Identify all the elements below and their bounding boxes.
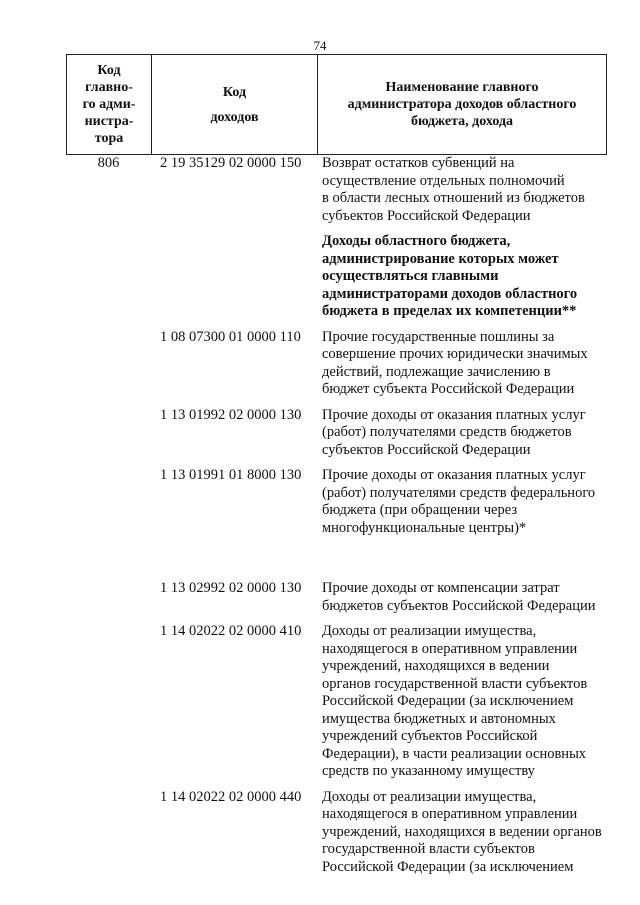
income-code-cell: 1 13 02992 02 0000 130: [160, 580, 302, 596]
header-income-code: [152, 55, 318, 154]
table-row: [66, 467, 607, 537]
income-name-line: Доходы от реализации имущества,: [322, 788, 537, 805]
income-name-line: в области лесных отношений из бюджетов: [322, 190, 585, 206]
income-name-line: учреждений, находящихся в ведении: [322, 658, 550, 674]
income-name-cell: [322, 623, 606, 781]
header-name: [318, 55, 606, 154]
income-name-line: Доходы областного бюджета,: [322, 233, 511, 249]
table-row: [66, 155, 607, 225]
income-name-line: многофункциональные центры)*: [322, 519, 527, 536]
header-name-line: Наименование главного: [385, 80, 539, 95]
income-name-cell: [322, 407, 606, 460]
header-income-code-line: доходов: [210, 109, 259, 125]
income-code-cell: 2 19 35129 02 0000 150: [160, 155, 302, 171]
income-name-line: (работ) получателями средств федерального: [322, 484, 596, 501]
income-name-line: государственной власти субъектов: [322, 841, 535, 857]
income-name-line: имущества бюджетных и автономных: [322, 710, 556, 727]
table-header: [66, 54, 607, 155]
admin-code-cell: 806: [97, 155, 120, 171]
income-name-line: осуществляться главными: [322, 268, 499, 284]
header-admin-line: главно-: [85, 80, 133, 95]
income-name-line: бюджет субъекта Российской Федерации: [322, 381, 575, 397]
table-row: [66, 623, 607, 781]
header-admin-code: [67, 55, 152, 154]
income-name-line: Прочие государственные пошлины за: [322, 328, 555, 345]
income-name-cell: [322, 233, 606, 321]
income-name-line: действий, подлежащие зачислению в: [322, 363, 551, 380]
income-name-line: администраторами доходов областного: [322, 285, 578, 302]
table-body: [66, 155, 607, 884]
income-name-line: бюджета (при обращении через: [322, 502, 518, 518]
table-row: [66, 407, 607, 460]
income-name-line: Доходы от реализации имущества,: [322, 623, 537, 639]
income-name-line: субъектов Российской Федерации: [322, 441, 531, 458]
income-name-line: Российской Федерации (за исключением: [322, 858, 574, 875]
income-name-line: совершение прочих юридически значимых: [322, 346, 588, 362]
income-name-line: бюджетов субъектов Российской Федерации: [322, 597, 596, 614]
header-name-line: бюджета, дохода: [410, 114, 514, 129]
income-name-line: находящегося в оперативном управлении: [322, 640, 578, 657]
header-admin-line: нистра-: [84, 114, 134, 129]
income-code-cell: 1 08 07300 01 0000 110: [160, 328, 301, 345]
income-name-line: (работ) получателями средств бюджетов: [322, 424, 572, 440]
income-name-cell: [322, 329, 606, 399]
table-row: [66, 789, 607, 877]
income-name-line: Федерации), в части реализации основных: [322, 745, 587, 762]
header-admin-code-text: [83, 62, 136, 147]
income-name-line: средств по указанному имуществу: [322, 763, 535, 779]
income-name-line: осуществление отдельных полномочий: [322, 172, 565, 189]
income-name-line: учреждений субъектов Российской: [322, 728, 538, 744]
income-code-cell: 1 14 02022 02 0000 410: [160, 623, 302, 639]
table-row: [66, 233, 607, 321]
income-name-cell: [322, 789, 606, 877]
header-admin-line: го адми-: [82, 97, 136, 112]
income-name-line: находящегося в оперативном управлении: [322, 806, 578, 822]
header-admin-line: Код: [97, 63, 121, 78]
income-code-cell: 1 13 01992 02 0000 130: [160, 406, 302, 423]
income-name-line: Прочие доходы от оказания платных услуг: [322, 467, 586, 483]
page-number: 74: [313, 38, 327, 53]
income-name-line: Прочие доходы от оказания платных услуг: [322, 406, 586, 423]
income-name-cell: [322, 155, 606, 225]
income-name-cell: [322, 580, 606, 615]
table-row: [66, 329, 607, 399]
income-code-cell: 1 13 01991 01 8000 130: [160, 467, 302, 483]
income-code-cell: 1 14 02022 02 0000 440: [160, 788, 302, 805]
income-name-cell: [322, 467, 606, 537]
table-row: [66, 580, 607, 615]
income-name-line: Возврат остатков субвенций на: [322, 155, 515, 171]
header-admin-line: тора: [94, 131, 124, 146]
income-name-line: бюджета в пределах их компетенции**: [322, 303, 577, 319]
income-name-line: органов государственной власти субъектов: [322, 675, 588, 692]
income-name-line: учреждений, находящихся в ведении органов: [322, 823, 602, 840]
income-name-line: Прочие доходы от компенсации затрат: [322, 580, 560, 596]
header-name-line: администратора доходов областного: [347, 97, 577, 112]
income-name-line: субъектов Российской Федерации: [322, 207, 531, 224]
income-name-line: Российской Федерации (за исключением: [322, 693, 574, 709]
header-income-code-line: Код: [222, 84, 247, 100]
income-name-line: администрирование которых может: [322, 250, 559, 267]
